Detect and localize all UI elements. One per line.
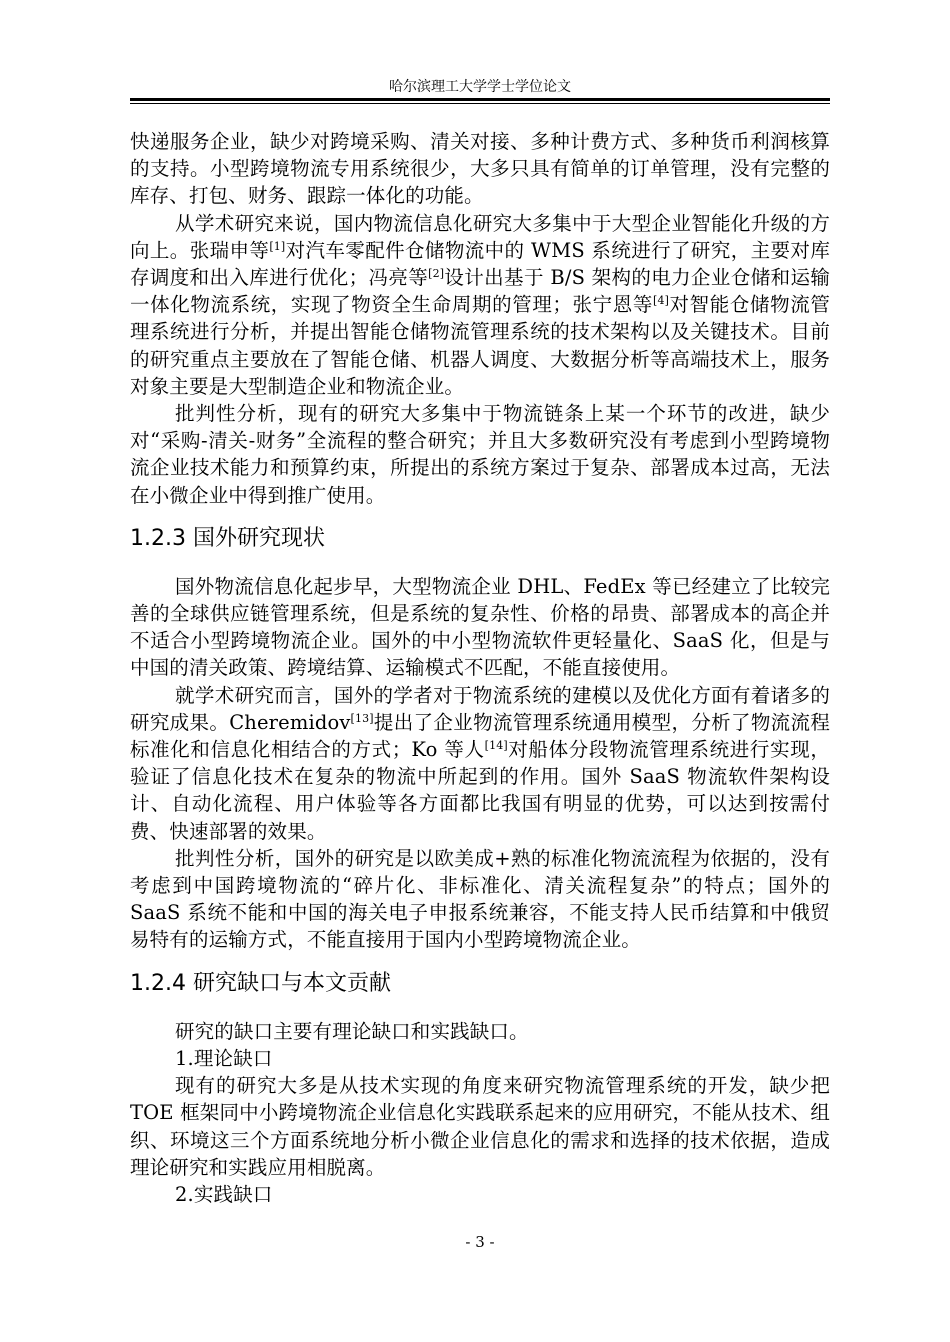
- citation-ref[interactable]: [1]: [269, 239, 286, 253]
- list-item-practice-gap: 2.实践缺口: [175, 1182, 273, 1206]
- citation-ref[interactable]: [13]: [350, 711, 374, 725]
- paragraph-gap-intro: 研究的缺口主要有理论缺口和实践缺口。: [175, 1019, 529, 1043]
- header-rule-thick: [130, 98, 830, 101]
- page-number: - 3 -: [465, 1233, 495, 1251]
- paragraph-domestic-critique: 批判性分析，现有的研究大多集中于物流链条上某一个环节的改进，缺少对“采购-清关-财务”全流程的整合研究；并且大多数研究没有考虑到小型跨境物流企业技术能力和预算约束，所提出的系统方案过于复杂、部署成本过高，无法在小微企业中得到推广使用。: [130, 402, 830, 507]
- page-body: [130, 128, 830, 1208]
- section-heading-1-2-4: 1.2.4 研究缺口与本文贡献: [130, 970, 391, 996]
- citation-ref[interactable]: [4]: [653, 294, 670, 308]
- paragraph-foreign-status: 国外物流信息化起步早，大型物流企业 DHL、FedEx 等已经建立了比较完善的全球供应链管理系统，但是系统的复杂性、价格的昂贵、部署成本的高企并不适合小型跨境物流企业。国外的中小型物流软件更轻量化、SaaS 化，但是与中国的清关政策、跨境结算、运输模式不匹配，不能直接使用。: [130, 574, 830, 680]
- section-heading-1-2-3: 1.2.3 国外研究现状: [130, 525, 325, 551]
- paragraph-domestic-research: 从学术研究来说，国内物流信息化研究大多集中于大型企业智能化升级的方向上。张瑞申等[1]对汽车零配件仓储物流中的 WMS 系统进行了研究，主要对库存调度和出入库进行优化；冯亮等[2]设计出基于 B/S 架构的电力企业仓储和运输一体化物流系统，实现了物资全生命周期的管理；张宁恩等[4]对智能仓储物流管理系统进行分析，并提出智能仓储物流管理系统的技术架构以及关键技术。目前的研究重点主要放在了智能仓储、机器人调度、大数据分析等高端技术上，服务对象主要是大型制造企业和物流企业。: [130, 211, 831, 398]
- citation-ref[interactable]: [2]: [428, 267, 445, 281]
- paragraph-continued: 快递服务企业，缺少对跨境采购、清关对接、多种计费方式、多种货币利润核算的支持。小型跨境物流专用系统很少，大多只具有简单的订单管理，没有完整的库存、打包、财务、跟踪一体化的功能。: [130, 130, 830, 208]
- header-rule-thin: [130, 103, 830, 104]
- running-header: 哈尔滨理工大学学士学位论文: [389, 79, 571, 95]
- citation-ref[interactable]: [14]: [484, 739, 508, 753]
- list-item-theory-gap: 1.理论缺口: [175, 1046, 273, 1070]
- paragraph-foreign-critique: 批判性分析，国外的研究是以欧美成+熟的标准化物流流程为依据的，没有考虑到中国跨境物流的“碎片化、非标准化、清关流程复杂”的特点；国外的 SaaS 系统不能和中国的海关电子申报系统兼容，不能支持人民币结算和中俄贸易特有的运输方式，不能直接用于国内小型跨境物流企业。: [130, 846, 830, 952]
- paragraph-foreign-research: 就学术研究而言，国外的学者对于物流系统的建模以及优化方面有着诸多的研究成果。Cheremidov[13]提出了企业物流管理系统通用模型，分析了物流流程标准化和信息化相结合的方式；Ko 等人[14]对船体分段物流管理系统进行实现，验证了信息化技术在复杂的物流中所起到的作用。国外 SaaS 物流软件架构设计、自动化流程、用户体验等各方面都比我国有明显的优势，可以达到按需付费、快速部署的效果。: [130, 683, 830, 843]
- paragraph-theory-gap: 现有的研究大多是从技术实现的角度来研究物流管理系统的开发，缺少把 TOE 框架同中小跨境物流企业信息化实践联系起来的应用研究，不能从技术、组织、环境这三个方面系统地分析小微企业信息化的需求和选择的技术依据，造成理论研究和实践应用相脱离。: [130, 1074, 830, 1179]
